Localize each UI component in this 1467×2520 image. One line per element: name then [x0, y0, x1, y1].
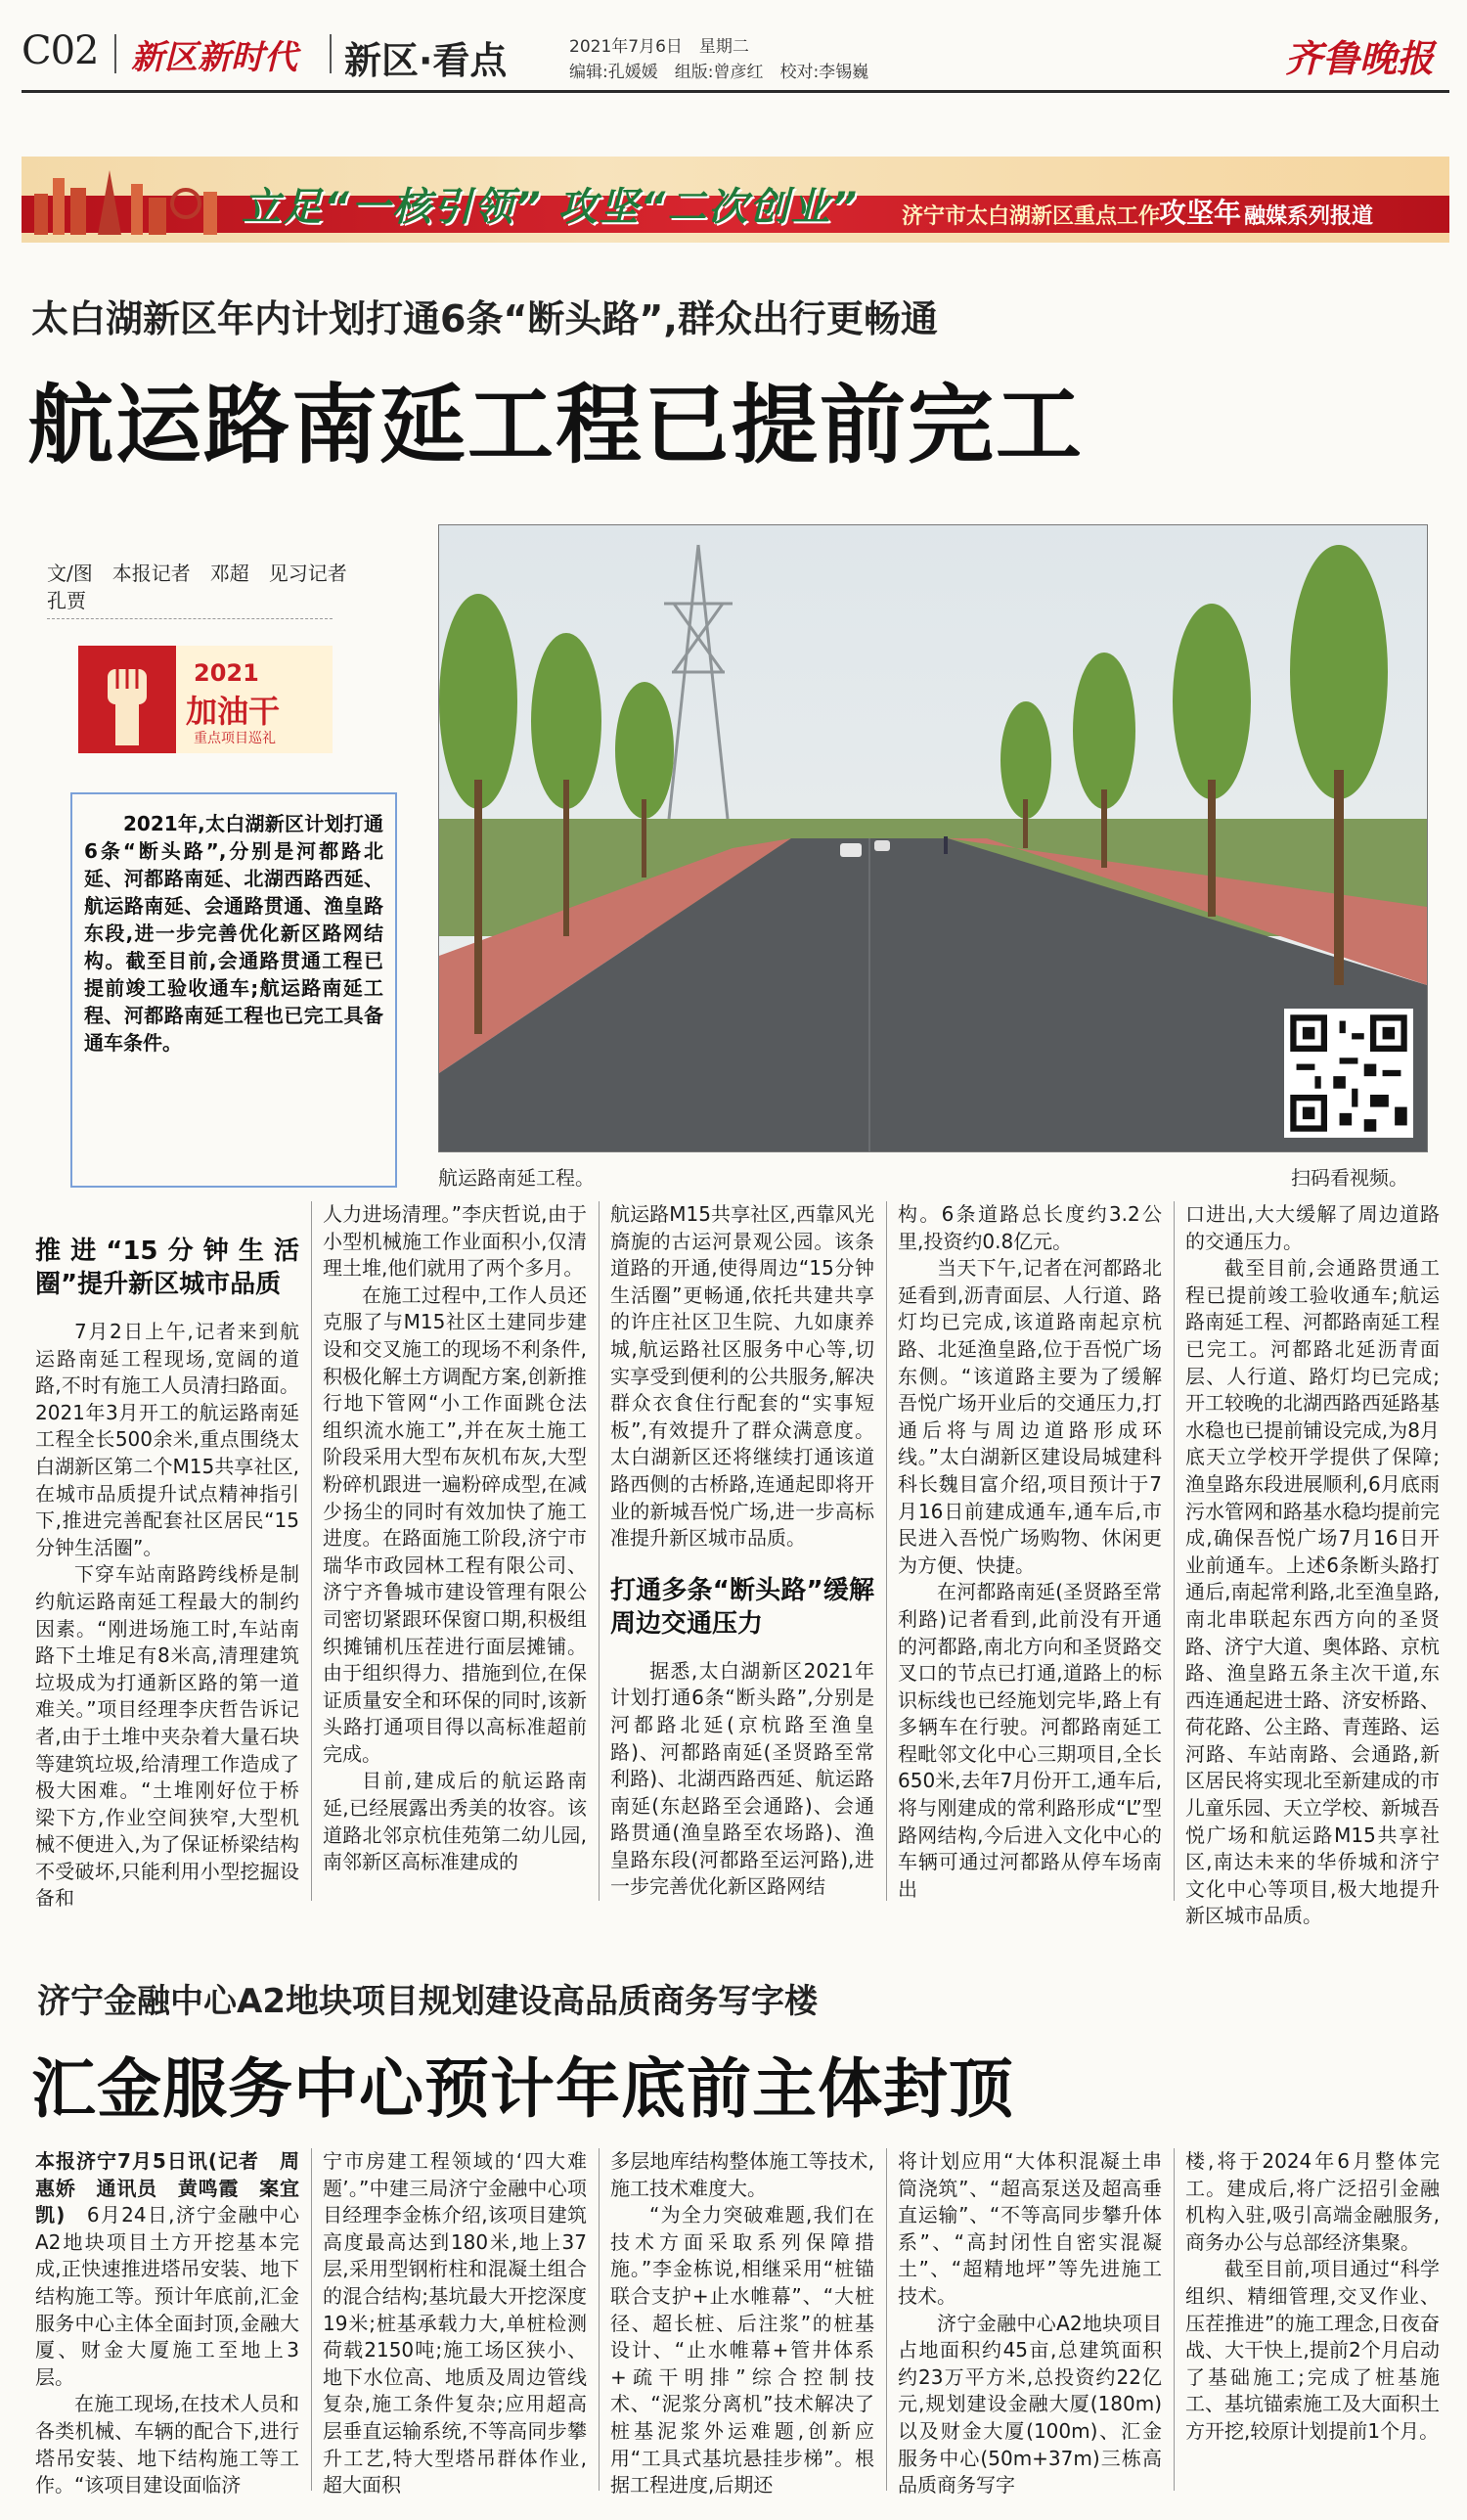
- qr-code[interactable]: [1284, 1009, 1413, 1138]
- paragraph: 7月2日上午,记者来到航运路南延工程现场,宽阔的道路,不时有施工人员清扫路面。2021年3月开工的航运路南延工程全长500余米,重点围绕太白湖新区第二个M15共享社区,在城市品质提升试点精神指引下,推进完善配套社区居民“15分钟生活圈”。: [35, 1320, 299, 1559]
- paragraph: 下穿车站南路跨线桥是制约航运路南延工程最大的制约因素。“刚进场施工时,车站南路下土堆足有8米高,清理建筑垃圾成为打通新区路的第一道难关。”项目经理李庆哲告诉记者,由于土堆中夹杂着大量石块等建筑垃圾,给清理工作造成了极大困难。“土堆刚好位于桥梁下方,作业空间狭窄,大型机械不便进入,为了保证桥梁结构不受破坏,只能利用小型挖掘设备和: [35, 1562, 299, 1911]
- article2-column-4: [898, 2148, 1162, 2499]
- section-title: 新区·看点: [344, 39, 508, 82]
- article2-column-1: [35, 2148, 299, 2499]
- skyline-illustration-icon: [29, 164, 225, 235]
- banner-subtitle: 济宁市太白湖新区重点工作: [902, 204, 1161, 229]
- paragraph: 将计划应用“大体积混凝土串筒浇筑”、“超高泵送及超高垂直运输”、“不等高同步攀升体系”、“高封闭性自密实混凝土”、“超精地坪”等先进施工技术。: [898, 2149, 1162, 2308]
- article1-column-1: [35, 1235, 299, 1912]
- paragraph: 在河都路南延(圣贤路至常利路)记者看到,此前没有开通的河都路,南北方向和圣贤路交叉口的节点已打通,道路上的标识标线也已经施划完毕,路上有多辆车在行驶。河都路南延工程毗邻文化中心三期项目,全长650米,去年7月份开工,通车后,将与刚建成的常利路形成“L”型路网结构,今后进入文化中心的车辆可通过河都路从停车场南出: [898, 1580, 1162, 1901]
- column-divider: [311, 1201, 312, 1901]
- article2-column-3: [610, 2148, 874, 2499]
- column-divider: [599, 1201, 600, 1901]
- column-divider: [886, 1201, 887, 1901]
- article1-kicker: 太白湖新区年内计划打通6条“断头路”,群众出行更畅通: [31, 297, 938, 340]
- paragraph: 截至目前,会通路贯通工程已提前竣工验收通车;航运路南延工程、河都路南延工程已完工。河都路北延沥青面层、人行道、路灯均已完成;开工较晚的北湖西路西延路基水稳也已提前铺设完成,为8月底天立学校开学提供了保障;渔皇路东段进展顺利,6月底雨污水管网和路基水稳均提前完成,确保吾悦广场7月16日开业前通车。上述6条断头路打通后,南起常利路,北至渔皇路,南北串联起东西方向的圣贤路、济宁大道、奥体路、京杭路、渔皇路五条主次干道,东西连通起进士路、济安桥路、荷花路、公主路、青莲路、运河路、车站南路、会通路,新区居民将实现北至新建成的市儿童乐园、天立学校、新城吾悦广场和航运路M15共享社区,南达未来的华侨城和济宁文化中心等项目,极大地提升新区城市品质。: [1185, 1256, 1440, 1928]
- section-heading: 推进“15分钟生活圈”提升新区城市品质: [35, 1237, 299, 1299]
- paragraph: [35, 2148, 299, 2391]
- badge-graphic: [78, 646, 176, 753]
- badge-title: 加油干: [186, 693, 281, 730]
- section-heading: 打通多条“断头路”缓解周边交通压力: [610, 1575, 874, 1639]
- article2-column-2: [323, 2148, 587, 2499]
- banner-slogan: 立足“一核引领” 攻坚“二次创业”: [242, 185, 859, 230]
- qr-caption: 扫码看视频。: [1291, 1166, 1408, 1190]
- photo-caption: 航运路南延工程。: [438, 1166, 595, 1190]
- article1-headline: 航运路南延工程已提前完工: [27, 375, 1085, 475]
- byline-divider: [47, 618, 333, 619]
- masthead: [22, 24, 1449, 83]
- column-divider: [311, 2148, 312, 2491]
- divider: [330, 34, 332, 73]
- editor-credits: 编辑:孔媛媛 组版:曾彦红 校对:李锡巍: [569, 63, 869, 82]
- page-number: C02: [22, 28, 99, 73]
- paragraph: “为全力突破难题,我们在技术方面采取系列保障措施。”李金栋说,相继采用“桩锚联合支护+止水帷幕”、“大桩径、超长桩、后注浆”的桩基设计、“止水帷幕+管井体系+疏干明排”综合控制技术、“泥浆分离机”技术解决了桩基泥浆外运难题,创新应用“工具式基坑悬挂步梯”。根据工程进度,后期还: [610, 2203, 874, 2498]
- paragraph: 宁市房建工程领域的‘四大难题’。”中建三局济宁金融中心项目经理李金栋介绍,该项目建筑高度最高达到180米,地上37层,采用型钢桁柱和混凝土组合的混合结构;基坑最大开挖深度19米;桩基承载力大,单桩检测荷载2150吨;施工场区狭小、地下水位高、地质及周边管线复杂,施工条件复杂;应用超高层垂直运输系统,不等高同步攀升工艺,特大型塔吊群体作业,超大面积: [323, 2149, 587, 2498]
- article1-column-4: [898, 1201, 1162, 1903]
- paragraph: 据悉,太白湖新区2021年计划打通6条“断头路”,分别是河都路北延(京杭路至渔皇路)、河都路南延(圣贤路至常利路)、北湖西路西延、航运路南延(东赵路至会通路)、会通路贯通(渔皇路至农场路)、渔皇路东段(河都路至运河路),进一步完善优化新区路网结: [610, 1658, 874, 1899]
- paragraph: 在施工现场,在技术人员和各类机械、车辆的配合下,进行塔吊安装、地下结构施工等工作。“该项目建设面临济: [35, 2392, 299, 2498]
- banner-year-label: 攻坚年: [1159, 197, 1242, 229]
- paragraph: 多层地库结构整体施工等技术,施工技术难度大。: [610, 2149, 874, 2200]
- paragraph: 当天下午,记者在河都路北延看到,沥青面层、人行道、路灯均已完成,该道路南起京杭路、北延渔皇路,位于吾悦广场东侧。“该道路主要为了缓解吾悦广场开业后的交通压力,打通后将与周边道路形成环线。”太白湖新区建设局城建科科长魏目富介绍,项目预计于7月16日前建成通车,通车后,市民进入吾悦广场购物、休闲更为方便、快捷。: [898, 1256, 1162, 1577]
- newspaper-logo: 齐鲁晚报: [1284, 36, 1434, 80]
- divider: [114, 34, 116, 73]
- article1-column-3: [610, 1201, 874, 1901]
- paragraph: 楼,将于2024年6月整体完工。建成后,将广泛招引金融机构入驻,吸引高端金融服务,商务办公与总部经济集聚。: [1185, 2149, 1440, 2254]
- paragraph: 济宁金融中心A2地块项目占地面积约45亩,总建筑面积约23万平方米,总投资约22亿元,规划建设金融大厦(180m)以及财金大厦(100m)、汇金服务中心(50m+37m)三栋高品质商务写字: [898, 2311, 1162, 2498]
- paragraph: 目前,建成后的航运路南延,已经展露出秀美的妆容。该道路北邻京杭佳苑第二幼儿园,南邻新区高标准建成的: [323, 1769, 587, 1874]
- paragraph: 航运路M15共享社区,西靠风光旖旎的古运河景观公园。该条道路的开通,使得周边“15分钟生活圈”更畅通,依托共建共享的许庄社区卫生院、九如康养城,航运路社区服务中心等,切实享受到便利的公共服务,解决群众衣食住行配套的“实事短板”,有效提升了群众满意度。太白湖新区还将继续打通该道路西侧的古桥路,连通起即将开业的新城吾悦广场,进一步高标准提升新区城市品质。: [610, 1202, 874, 1551]
- paragraph: 截至目前,项目通过“科学组织、精细管理,交叉作业、压茬推进”的施工理念,日夜奋战、大干快上,提前2个月启动了基础施工;完成了桩基施工、基坑锚索施工及大面积土方开挖,较原计划提前1个月。: [1185, 2257, 1440, 2443]
- paragraph-text: 6月24日,济宁金融中心A2地块项目土方开挖基本完成,正快速推进塔吊安装、地下结构施工等。预计年底前,汇金服务中心主体全面封顶,金融大厦、财金大厦施工至地上3层。: [35, 2203, 300, 2389]
- raised-fist-icon: [78, 646, 176, 753]
- paragraph: 在施工过程中,工作人员还克服了与M15社区土建同步建设和交叉施工的现场不利条件,积极化解土方调配方案,创新推行地下管网“小工作面跳仓法组织流水施工”,并在灰土施工阶段采用大型布灰机布灰,大型粉碎机跟进一遍粉碎成型,在减少扬尘的同时有效加快了施工进度。在路面施工阶段,济宁市瑞华市政园林工程有限公司、济宁齐鲁城市建设管理有限公司密切紧跟环保窗口期,积极组织摊铺机压茬进行面层摊铺。由于组织得力、措施到位,在保证质量安全和环保的同时,该新头路打通项目得以高标准超前完成。: [323, 1282, 587, 1766]
- badge-year: 2021: [194, 659, 259, 687]
- article2-column-5: [1185, 2148, 1440, 2446]
- campaign-badge: [78, 646, 333, 753]
- issue-date: 2021年7月6日 星期二: [569, 37, 749, 57]
- paragraph: 构。6条道路总长度约3.2公里,投资约0.8亿元。: [898, 1202, 1162, 1253]
- column-divider: [1174, 2148, 1175, 2491]
- road-photo: [438, 524, 1428, 1152]
- article1-column-2: [323, 1201, 587, 1876]
- article2-headline: 汇金服务中心预计年底前主体封顶: [31, 2051, 1014, 2127]
- banner-series-label: 融媒系列报道: [1244, 204, 1374, 229]
- badge-tag: 重点项目巡礼: [194, 731, 276, 746]
- paragraph: 人力进场清理。”李庆哲说,由于小型机械施工作业面积小,仅清理土堆,他们就用了两个多月。: [323, 1202, 587, 1281]
- article2-byline: 本报济宁7月5日讯(记者 周惠娇 通讯员 黄鸣霞 案宜凯): [35, 2149, 299, 2228]
- article1-byline: 文/图 本报记者 邓超 见习记者 孔贾: [47, 562, 367, 612]
- qr-code-icon: [1284, 1009, 1413, 1138]
- column-logo: 新区新时代: [131, 38, 297, 77]
- article1-column-5: [1185, 1201, 1440, 1930]
- series-banner: [22, 157, 1449, 243]
- paragraph: 口进出,大大缓解了周边道路的交通压力。: [1185, 1202, 1440, 1253]
- summary-box: [70, 792, 397, 1188]
- article2-kicker: 济宁金融中心A2地块项目规划建设高品质商务写字楼: [37, 1982, 818, 2021]
- summary-text: 2021年,太白湖新区计划打通6条“断头路”,分别是河都路北延、河都路南延、北湖西路西延、航运路南延、会通路贯通、渔皇路东段,进一步完善优化新区路网结构。截至目前,会通路贯通工程已提前竣工验收通车;航运路南延工程、河都路南延工程也已完工具备通车条件。: [84, 812, 383, 1055]
- masthead-rule: [22, 90, 1449, 93]
- column-divider: [1174, 1201, 1175, 1901]
- road-scene-image: [439, 525, 1427, 1151]
- column-divider: [599, 2148, 600, 2491]
- column-divider: [886, 2148, 887, 2491]
